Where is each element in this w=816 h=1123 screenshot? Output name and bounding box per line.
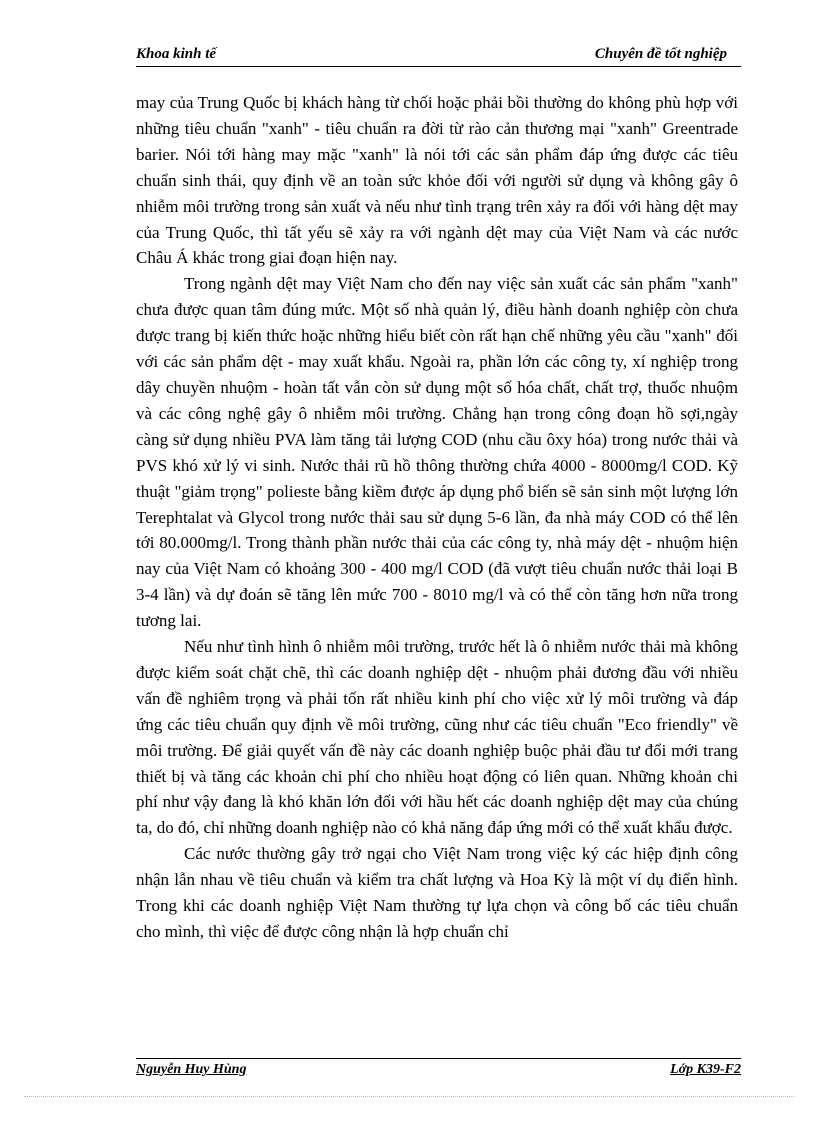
- page-bottom-divider: [24, 1096, 794, 1097]
- header-faculty: Khoa kinh tế: [136, 46, 217, 62]
- footer-author: Nguyễn Huy Hùng: [136, 1062, 247, 1077]
- footer-rule: [136, 1058, 741, 1059]
- paragraph: Các nước thường gây trở ngại cho Việt Nam trong việc ký các hiệp định công nhận lẫn nhau về tiêu chuẩn và kiểm tra chất lượng và Hoa Kỳ là một ví dụ điển hình. Trong khi các doanh nghiệp Việt Nam thường tự lựa chọn và công bố các tiêu chuẩn cho mình, thì việc để được công nhận là hợp chuẩn chỉ: [136, 844, 738, 941]
- paragraph: Nếu như tình hình ô nhiễm môi trường, trước hết là ô nhiễm nước thải mà không được kiểm soát chặt chẽ, thì các doanh nghiệp dệt - nhuộm phải đương đầu với nhiều vấn đề nghiêm trọng và phải tốn rất nhiều kinh phí cho việc xử lý môi trường và đáp ứng các tiêu chuẩn quy định về môi trường, cũng như các tiêu chuẩn "Eco friendly" về môi trường. Để giải quyết vấn đề này các doanh nghiệp buộc phải đầu tư đổi mới trang thiết bị và tăng các khoản chi phí cho nhiều hoạt động có liên quan. Những khoản chi phí như vậy đang là khó khăn lớn đối với hầu hết các doanh nghiệp dệt may của chúng ta, do đó, chỉ những doanh nghiệp nào có khả năng đáp ứng mới có thể xuất khẩu được.: [136, 637, 738, 838]
- footer-class: Lớp K39-F2: [670, 1062, 741, 1077]
- paragraph: Trong ngành dệt may Việt Nam cho đến nay việc sản xuất các sản phẩm "xanh" chưa được quan tâm đúng mức. Một số nhà quản lý, điều hành doanh nghiệp còn chưa được trang bị kiến thức hoặc những hiểu biết còn rất hạn chế những yêu cầu "xanh" đối với các sản phẩm dệt - may xuất khẩu. Ngoài ra, phần lớn các công ty, xí nghiệp trong dây chuyền nhuộm - hoàn tất vẫn còn sử dụng một số hóa chất, chất trợ, thuốc nhuộm và các công nghệ gây ô nhiễm môi trường. Chẳng hạn trong công đoạn hồ sợi,ngày càng sử dụng nhiều PVA làm tăng tải lượng COD (nhu cầu ôxy hóa) trong nước thải và PVS khó xử lý vi sinh. Nước thải rũ hồ thông thường chứa 4000 - 8000mg/l COD. Kỹ thuật "giảm trọng" polieste bằng kiềm được áp dụng phổ biến sẽ sản sinh một lượng lớn Terephtalat và Glycol trong nước thải sau sử dụng 5-6 lần, đa nhà máy COD có thể lên tới 80.000mg/l. Trong thành phần nước thải của các công ty, nhà máy dệt - nhuộm hiện nay của Việt Nam có khoảng 300 - 400 mg/l COD (đã vượt tiêu chuẩn nước thải loại B 3-4 lần) và dự đoán sẽ tăng lên mức 700 - 8010 mg/l và có thể còn tăng hơn nữa trong tương lai.: [136, 274, 738, 631]
- paragraph: may của Trung Quốc bị khách hàng từ chối hoặc phải bồi thường do không phù hợp với những tiêu chuẩn "xanh" - tiêu chuẩn ra đời từ rào cản thương mại "xanh" Greentrade barier. Nói tới hàng may mặc "xanh" là nói tới các sản phẩm đáp ứng được các tiêu chuẩn sinh thái, quy định về an toàn sức khỏe đối với người sử dụng và không gây ô nhiễm môi trường trong sản xuất và nếu như tình trạng trên xảy ra đối với hàng dệt may của Trung Quốc, thì tất yếu sẽ xảy ra với ngành dệt may của Việt Nam và các nước Châu Á khác trong giai đoạn hiện nay.: [136, 93, 738, 268]
- header-title: Chuyên đề tốt nghiệp: [594, 46, 727, 62]
- page-footer: [136, 1062, 741, 1080]
- page-header: [136, 46, 741, 67]
- body-text: [136, 90, 738, 945]
